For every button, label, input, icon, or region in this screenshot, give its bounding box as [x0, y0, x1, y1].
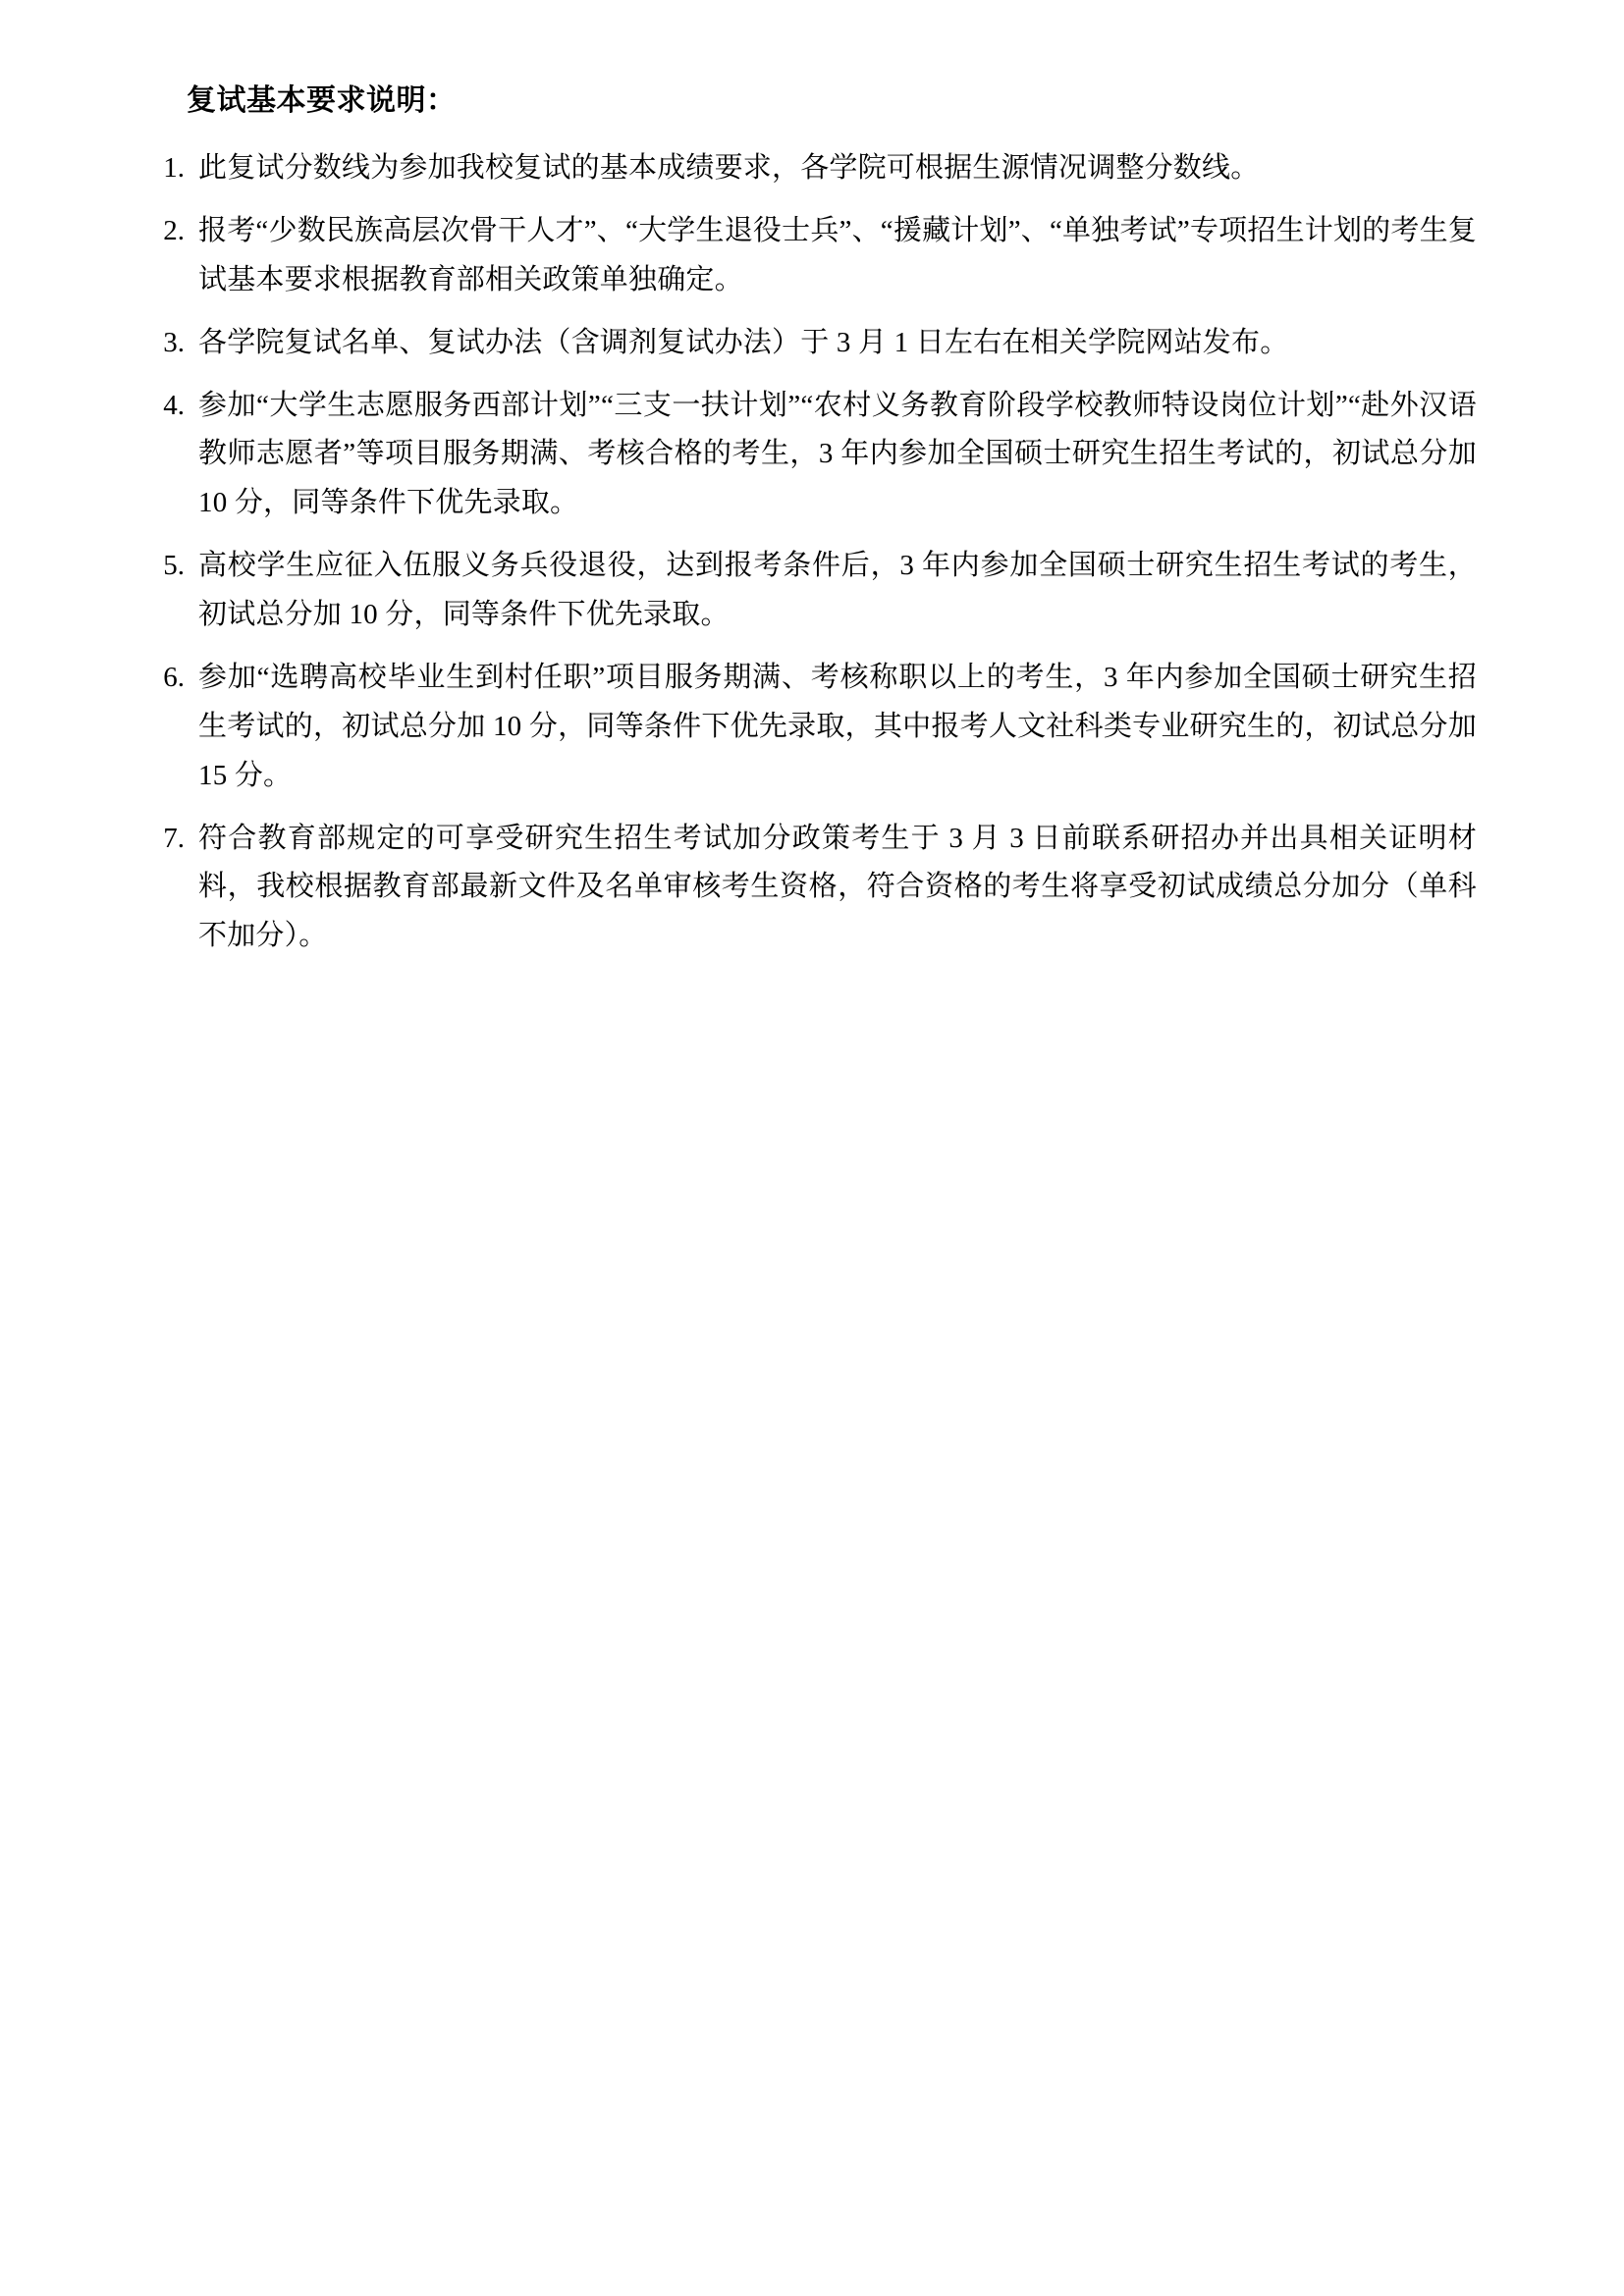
list-item-text: 各学院复试名单、复试办法（含调剂复试办法）于 3 月 1 日左右在相关学院网站发布。	[198, 326, 1289, 358]
list-item-number: 6.	[163, 661, 185, 693]
list-item-text: 参加“选聘高校毕业生到村任职”项目服务期满、考核称职以上的考生，3 年内参加全国硕士研究生招生考试的，初试总分加 10 分，同等条件下优先录取，其中报考人文社科类专业研究生的，初试总分加 15 分。	[198, 661, 1477, 791]
list-item	[147, 319, 1477, 368]
list-item-text: 高校学生应征入伍服义务兵役退役，达到报考条件后，3 年内参加全国硕士研究生招生考试的考生，初试总分加 10 分，同等条件下优先录取。	[198, 550, 1477, 630]
list-item	[147, 815, 1477, 962]
list-item-number: 1.	[163, 152, 185, 184]
list-item-number: 4.	[163, 389, 185, 421]
list-item-number: 7.	[163, 822, 185, 854]
list-item-number: 2.	[163, 214, 185, 246]
requirements-list	[147, 144, 1477, 961]
list-item-text: 此复试分数线为参加我校复试的基本成绩要求，各学院可根据生源情况调整分数线。	[198, 152, 1260, 184]
page-title: 复试基本要求说明：	[187, 84, 457, 117]
list-item-number: 5.	[163, 550, 185, 582]
list-item-text: 报考“少数民族高层次骨干人才”、“大学生退役士兵”、“援藏计划”、“单独考试”专项招生计划的考生复试基本要求根据教育部相关政策单独确定。	[198, 214, 1477, 295]
list-item	[147, 144, 1477, 193]
list-item	[147, 654, 1477, 801]
page-whitespace	[147, 975, 1477, 1956]
list-item-text: 参加“大学生志愿服务西部计划”“三支一扶计划”“农村义务教育阶段学校教师特设岗位计划”“赴外汉语教师志愿者”等项目服务期满、考核合格的考生，3 年内参加全国硕士研究生招生考试的，初试总分加 10 分，同等条件下优先录取。	[198, 389, 1477, 519]
list-item	[147, 542, 1477, 640]
list-item-number: 3.	[163, 326, 185, 358]
list-item	[147, 207, 1477, 305]
list-item-text: 符合教育部规定的可享受研究生招生考试加分政策考生于 3 月 3 日前联系研招办并出具相关证明材料，我校根据教育部最新文件及名单审核考生资格，符合资格的考生将享受初试成绩总分加分（单科不加分）。	[198, 822, 1477, 952]
list-item	[147, 382, 1477, 529]
